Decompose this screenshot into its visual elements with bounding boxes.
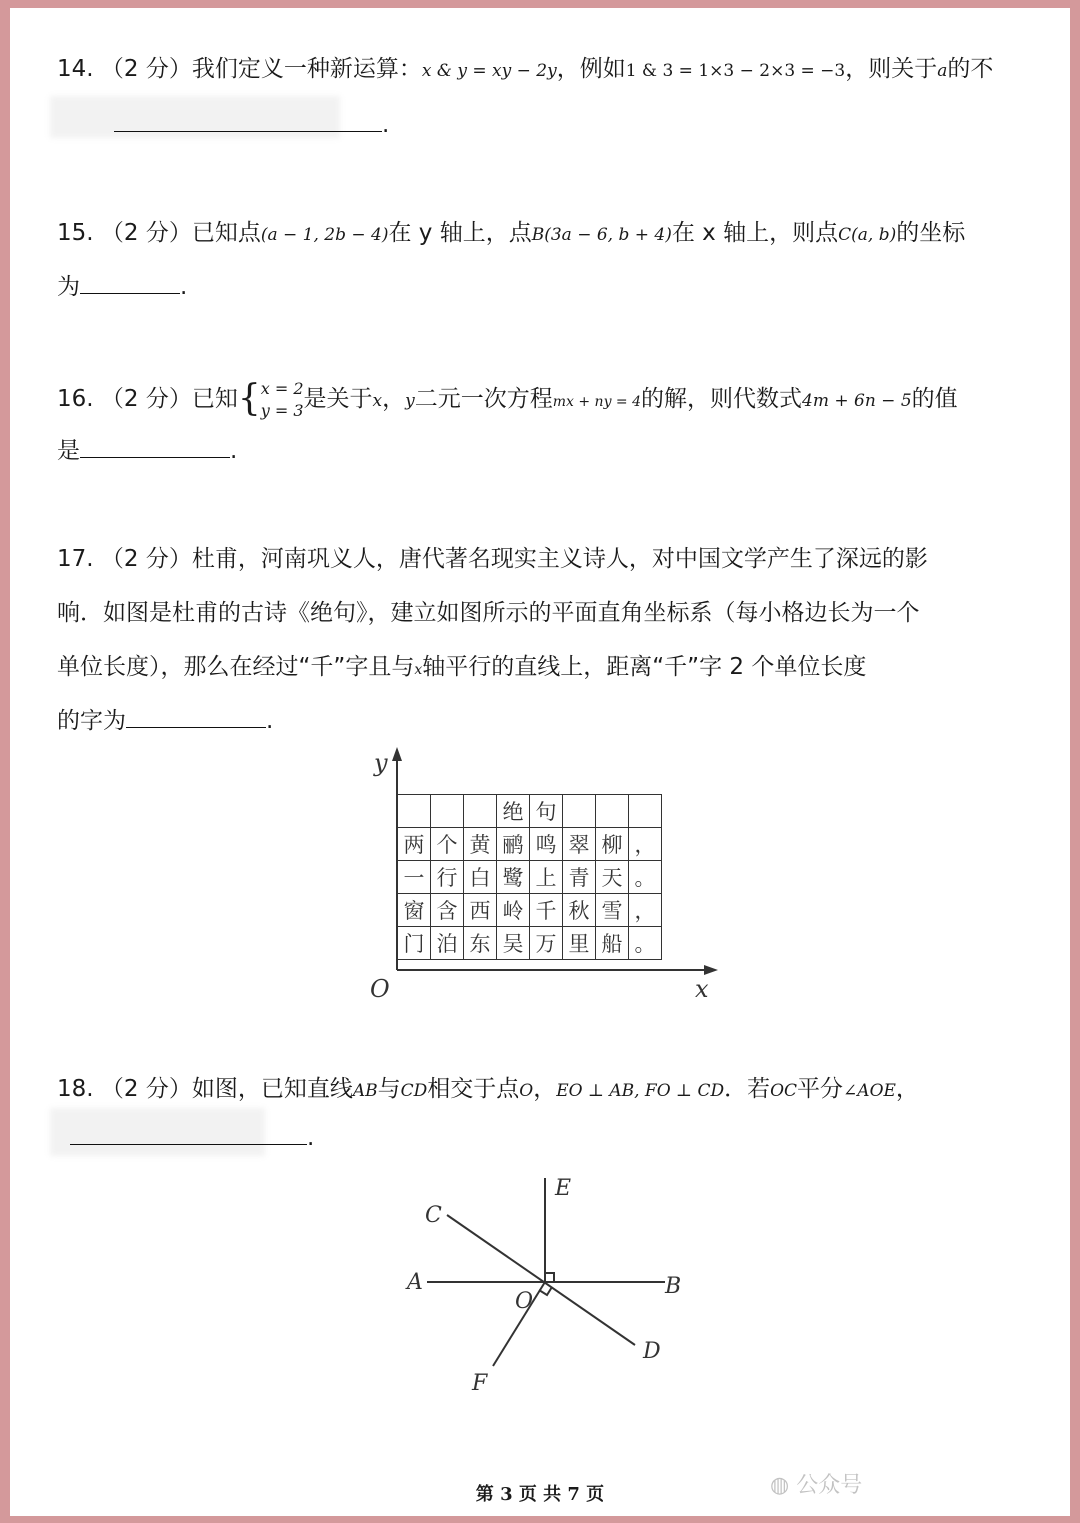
q18-perp: EO ⊥ AB, FO ⊥ CD	[556, 1081, 725, 1101]
q17-line3-b: 轴平行的直线上，距离“千”字 2 个单位长度	[422, 654, 867, 680]
poem-grid-cell: 句	[530, 795, 563, 828]
q16-system	[261, 378, 304, 422]
q18-text2: 相交于点	[427, 1076, 520, 1102]
poem-grid-cell: 泊	[431, 927, 464, 960]
q16-expression: 4m + 6n − 5	[802, 391, 912, 411]
q16-text1: 是关于	[303, 386, 373, 412]
q16-var2: y	[405, 391, 415, 411]
q16-var1: x	[372, 391, 383, 411]
q15-point2: B(3a − 6, b + 4)	[531, 225, 672, 245]
poem-grid-cell: ，	[629, 894, 662, 927]
q18-text3: ，	[533, 1076, 557, 1102]
poem-grid-cell: 鹭	[497, 861, 530, 894]
poem-grid-cell: 行	[431, 861, 464, 894]
q18-line2-end: .	[307, 1125, 315, 1151]
poem-grid-cell: 千	[530, 894, 563, 927]
watermark	[770, 1468, 862, 1499]
q16-line2-start: 是	[57, 438, 80, 464]
q18-o: O	[519, 1081, 534, 1101]
q16-equation: mx + ny = 4	[552, 394, 642, 410]
q14-end: 的不	[947, 56, 994, 82]
poem-grid-cell	[464, 795, 497, 828]
poem-grid-cell: 岭	[497, 894, 530, 927]
label-e: E	[555, 1176, 572, 1201]
poem-grid-cell: 一	[398, 861, 431, 894]
poem-grid-cell: 鹂	[497, 828, 530, 861]
poem-grid-cell	[398, 795, 431, 828]
question-18-line2	[70, 1111, 314, 1165]
q15-line2-end: .	[180, 274, 188, 300]
poem-grid-row	[398, 828, 662, 861]
poem-grid-cell: 天	[596, 861, 629, 894]
q15-text1: 在 y 轴上，点	[388, 220, 532, 246]
q18-text6: ，	[895, 1076, 919, 1102]
poem-grid-cell: ，	[629, 828, 662, 861]
q18-text5: 平分	[797, 1076, 844, 1102]
q15-text2: 在 x 轴上，则点	[671, 220, 839, 246]
q14-var: a	[937, 61, 948, 81]
q15-point1: (a − 1, 2b − 4)	[260, 225, 389, 245]
wechat-icon: ◍	[770, 1473, 790, 1498]
y-axis-label: y	[374, 749, 388, 777]
poem-grid-cell: 黄	[464, 828, 497, 861]
y-axis-arrow	[392, 747, 402, 761]
q18-oc: OC	[770, 1081, 798, 1101]
q16-sys1: x = 2	[260, 378, 304, 398]
poem-grid-cell: 船	[596, 927, 629, 960]
poem-grid-cell: 含	[431, 894, 464, 927]
poem-grid-cell	[431, 795, 464, 828]
q18-ab: AB	[352, 1081, 378, 1101]
q17-line4-start: 的字为	[57, 708, 126, 734]
question-17-line3	[57, 640, 866, 697]
label-d: D	[643, 1339, 661, 1364]
x-axis-label: x	[695, 975, 709, 1003]
question-14-line1	[57, 42, 993, 98]
poem-grid-cell: 。	[629, 861, 662, 894]
q18-text4: ．若	[724, 1076, 771, 1102]
poem-grid-cell: 西	[464, 894, 497, 927]
poem-grid-row	[398, 795, 662, 828]
poem-grid-cell: 。	[629, 927, 662, 960]
q17-line3-a: 单位长度），那么在经过“千”字且与	[57, 654, 415, 680]
poem-grid-cell	[596, 795, 629, 828]
q15-answer-blank[interactable]	[80, 271, 180, 294]
question-15-line2	[57, 260, 187, 314]
q16-text3: 二元一次方程	[414, 386, 553, 412]
q16-text5: 的值	[911, 386, 958, 412]
q18-text1: 与	[377, 1076, 401, 1102]
question-16-line2	[57, 424, 237, 478]
poem-grid-cell: 里	[563, 927, 596, 960]
poem-grid	[397, 794, 662, 960]
label-f: F	[472, 1371, 488, 1396]
intersecting-lines-figure	[390, 1158, 690, 1408]
q14-answer-blank[interactable]	[114, 109, 382, 132]
poem-grid-cell: 上	[530, 861, 563, 894]
question-17-line4	[57, 694, 273, 748]
poem-grid-row	[398, 861, 662, 894]
poem-grid-cell: 吴	[497, 927, 530, 960]
q16-sys2: y = 3	[260, 400, 304, 420]
poem-grid-cell	[629, 795, 662, 828]
x-axis-arrow	[704, 965, 718, 975]
poem-grid-cell: 白	[464, 861, 497, 894]
question-15-line1	[57, 206, 965, 262]
line-cd	[447, 1215, 635, 1345]
page-footer: 第 3 页 共 7 页	[475, 1484, 605, 1505]
poem-grid-cell	[563, 795, 596, 828]
poem-grid-cell: 柳	[596, 828, 629, 861]
poem-grid-cell: 东	[464, 927, 497, 960]
q17-line2: 响．如图是杜甫的古诗《绝句》，建立如图所示的平面直角坐标系（每小格边长为一个	[57, 600, 920, 626]
poem-grid-cell: 万	[530, 927, 563, 960]
poem-grid-cell: 翠	[563, 828, 596, 861]
q14-prefix: 14. （2 分）我们定义一种新运算：	[57, 56, 422, 82]
poem-grid-cell: 雪	[596, 894, 629, 927]
poem-grid-cell: 窗	[398, 894, 431, 927]
poem-grid-cell: 门	[398, 927, 431, 960]
q15-line2-start: 为	[57, 274, 80, 300]
q16-text4: 的解，则代数式	[641, 386, 803, 412]
right-angle-eo-ab	[545, 1273, 554, 1282]
q14-line2-end: .	[382, 112, 390, 138]
q15-text3: 的坐标	[896, 220, 966, 246]
label-a: A	[407, 1270, 423, 1295]
poem-grid-cell: 青	[563, 861, 596, 894]
q17-line4-end: .	[266, 708, 274, 734]
poem-grid-cell: 鸣	[530, 828, 563, 861]
watermark-text: 公众号	[796, 1473, 863, 1498]
origin-label: O	[370, 975, 390, 1003]
label-b: B	[665, 1274, 682, 1299]
q14-mid: ，例如	[556, 56, 626, 82]
q14-suffix: ，则关于	[845, 56, 938, 82]
question-16-line1	[57, 368, 958, 429]
q18-angle: ∠AOE	[843, 1081, 896, 1101]
q18-cd: CD	[400, 1081, 428, 1101]
q16-brace: {	[237, 378, 261, 419]
q17-line3-var: x	[414, 662, 423, 678]
poem-grid-cell: 秋	[563, 894, 596, 927]
q14-example: 1 & 3 = 1×3 − 2×3 = −3	[625, 61, 846, 81]
poem-grid-cell: 绝	[497, 795, 530, 828]
q15-prefix: 15. （2 分）已知点	[57, 220, 261, 246]
question-14-line2	[114, 98, 389, 152]
poem-grid-row	[398, 894, 662, 927]
q15-point3: C(a, b)	[838, 225, 897, 245]
poem-grid-row	[398, 927, 662, 960]
label-o: O	[515, 1289, 534, 1314]
poem-grid-cell: 两	[398, 828, 431, 861]
q18-prefix: 18. （2 分）如图，已知直线	[57, 1076, 353, 1102]
q14-formula: x & y = xy − 2y	[421, 61, 557, 81]
q18-answer-blank[interactable]	[70, 1122, 307, 1145]
q16-text2: ，	[382, 386, 406, 412]
exam-page	[10, 8, 1070, 1516]
poem-grid-cell: 个	[431, 828, 464, 861]
q16-prefix: 16. （2 分）已知	[57, 386, 238, 412]
q17-answer-blank[interactable]	[126, 705, 266, 728]
q16-answer-blank[interactable]	[80, 435, 230, 458]
label-c: C	[425, 1203, 442, 1228]
q17-line1: 17. （2 分）杜甫，河南巩义人，唐代著名现实主义诗人，对中国文学产生了深远的影	[57, 546, 928, 572]
q16-line2-end: .	[230, 438, 238, 464]
